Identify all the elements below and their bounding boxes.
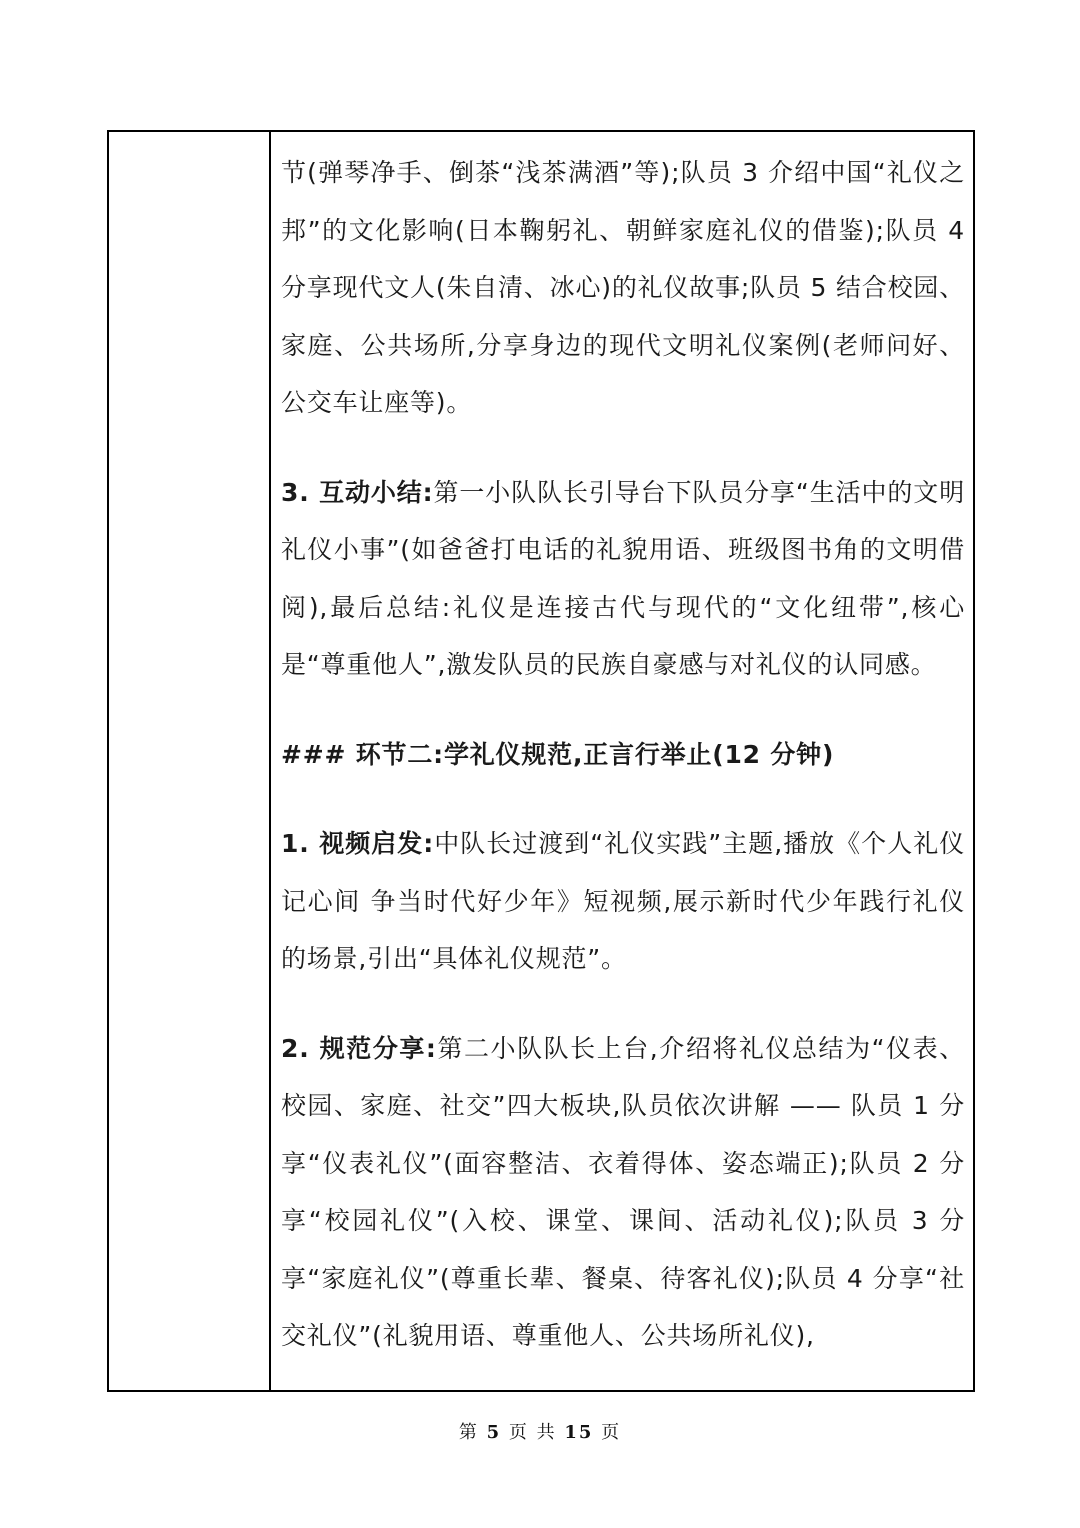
paragraph-text: 中队长过渡到“礼仪实践”主题,播放《个人礼仪记心间 争当时代好少年》短视频,展示新时代少年践行礼仪的场景,引出“具体礼仪规范”。	[281, 829, 966, 973]
footer-label-prefix: 第	[458, 1422, 479, 1443]
section-heading	[281, 726, 965, 784]
paragraph-norms-sharing	[281, 1020, 965, 1365]
current-page-number: 5	[486, 1422, 502, 1443]
table-right-cell	[271, 132, 973, 1390]
paragraph-label: 1. 视频启发:	[281, 829, 435, 858]
section-heading-text: ### 环节二:学礼仪规范,正言行举止(12 分钟)	[281, 739, 835, 769]
paragraph-continuation	[281, 144, 965, 432]
footer-label-suffix: 页	[601, 1422, 622, 1443]
total-pages-number: 15	[564, 1422, 594, 1443]
paragraph-label: 2. 规范分享:	[281, 1033, 437, 1063]
table-left-cell	[109, 132, 271, 1390]
paragraph-interactive-summary	[281, 464, 965, 694]
paragraph-video-inspiration	[281, 815, 965, 988]
paragraph-label: 3. 互动小结:	[281, 477, 434, 507]
page-footer	[0, 1418, 1080, 1444]
footer-label-middle: 页 共	[508, 1422, 557, 1443]
paragraph-text: 第一小队队长引导台下队员分享“生活中的文明礼仪小事”(如爸爸打电话的礼貌用语、班级图书角的文明借阅),最后总结:礼仪是连接古代与现代的“文化纽带”,核心是“尊重他人”,激发队员的民族自豪感与对礼仪的认同感。	[281, 477, 965, 679]
paragraph-text: 第二小队队长上台,介绍将礼仪总结为“仪表、校园、家庭、社交”四大板块,队员依次讲解 —— 队员 1 分享“仪表礼仪”(面容整洁、衣着得体、姿态端正);队员 2 分享“校园礼仪”(入校、课堂、课间、活动礼仪);队员 3 分享“家庭礼仪”(尊重长辈、餐桌、待客礼仪);队员 4 分享“社交礼仪”(礼貌用语、尊重他人、公共场所礼仪),	[281, 1033, 966, 1350]
paragraph-text: 节(弹琴净手、倒茶“浅茶满酒”等);队员 3 介绍中国“礼仪之邦”的文化影响(日本鞠躬礼、朝鲜家庭礼仪的借鉴);队员 4 分享现代文人(朱自清、冰心)的礼仪故事;队员 5 结合校园、家庭、公共场所,分享身边的现代文明礼仪案例(老师问好、公交车让座等)。	[281, 158, 965, 417]
content-table	[107, 130, 975, 1392]
